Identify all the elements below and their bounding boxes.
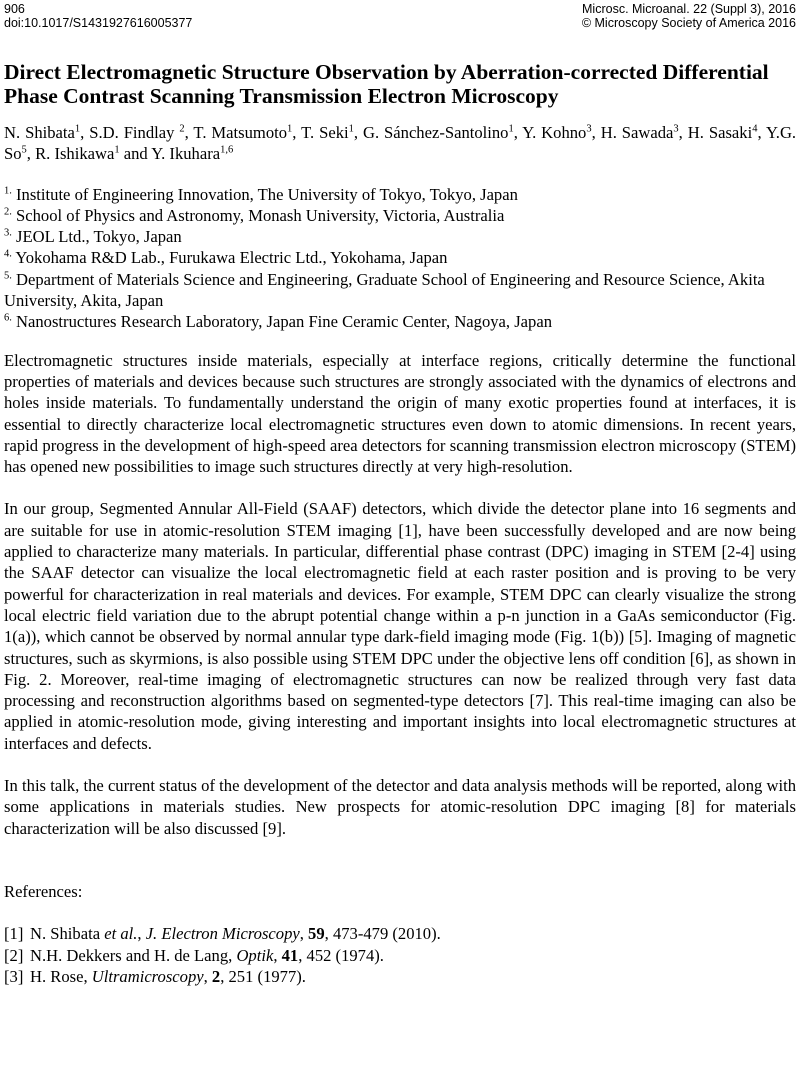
reference-item: [4, 923, 796, 944]
reference-separator: ,: [299, 924, 309, 944]
reference-volume: 2: [211, 966, 221, 986]
body-paragraph: Electromagnetic structures inside materials, especially at interface regions, critically determine the functional properties of materials and devices because such structures are strongly associated with the dynamics of electrons and holes inside materials. To fundamentally understand the origin of many exotic properties found at interfaces, it is essential to directly characterize local electromagnetic structures even down to atomic dimensions. In recent years, rapid progress in the development of high-speed area detectors for scanning transmission electron microscopy (STEM) has opened new possibilities to image such structures directly at very high-resolution.: [4, 350, 796, 477]
author-affil-mark: 1: [114, 144, 120, 156]
reference-separator: ,: [273, 945, 282, 965]
affiliation-mark: 4.: [4, 248, 12, 260]
reference-item: [4, 945, 796, 966]
reference-number: [1]: [4, 924, 24, 944]
reference-authors: H. Rose,: [30, 966, 92, 986]
reference-rest: , 251 (1977).: [220, 966, 306, 986]
affiliation-list: [4, 184, 796, 333]
reference-etal: et al.: [104, 924, 138, 944]
author-affil-mark: 1: [287, 123, 293, 135]
affiliation: [4, 247, 796, 268]
author: H. Sasaki: [687, 123, 753, 142]
affiliation-text: Nanostructures Research Laboratory, Japan Fine Ceramic Center, Nagoya, Japan: [16, 312, 553, 332]
reference-list: [4, 923, 796, 987]
affiliation-mark: 1.: [4, 185, 12, 197]
reference-volume: 59: [308, 924, 325, 944]
copyright: © Microscopy Society of America 2016: [581, 16, 796, 30]
reference-rest: , 452 (1974).: [298, 945, 384, 965]
reference-journal: J. Electron Microscopy: [145, 924, 300, 944]
journal-info: Microsc. Microanal. 22 (Suppl 3), 2016: [582, 2, 796, 16]
body-paragraph: In our group, Segmented Annular All-Field (SAAF) detectors, which divide the detector plane into 16 segments and are suitable for use in atomic-resolution STEM imaging [1], have been successfully developed and are now being applied to characterize many materials. In particular, differential phase contrast (DPC) imaging in STEM [2-4] using the SAAF detector can visualize the local electromagnetic field at each raster position and is proving to be very powerful for characterization in real materials and devices. For example, STEM DPC can clearly visualize the strong local electric field variation due to the abrupt potential change within a p-n junction in a GaAs semiconductor (Fig. 1(a)), which cannot be observed by normal annular type dark-field imaging mode (Fig. 1(b)) [5]. Imaging of magnetic structures, such as skyrmions, is also possible using STEM DPC under the objective lens off condition [6], as shown in Fig. 2. Moreover, real-time imaging of electromagnetic structures can now be realized through very fast data processing and reconstruction algorithms based on segmented-type detectors [7]. This real-time imaging can also be applied in atomic-resolution mode, giving interesting and important insights into local electromagnetic structures at interfaces and defects.: [4, 499, 796, 753]
paper-title: Direct Electromagnetic Structure Observation by Aberration-corrected Differential Phase Contrast Scanning Transmission Electron Microscopy: [4, 60, 769, 108]
author: Y. Ikuhara: [151, 144, 221, 164]
author-affil-mark: 3: [673, 123, 679, 135]
reference-number: [2]: [4, 945, 24, 965]
reference-journal: Ultramicroscopy: [91, 966, 204, 986]
author: N. Shibata: [4, 123, 75, 142]
author: T. Matsumoto: [193, 123, 288, 142]
author: Y.G. So: [4, 123, 797, 164]
authors-and: and: [123, 144, 148, 164]
author-affil-mark: 3: [586, 123, 592, 135]
header-left: [4, 2, 192, 30]
affiliation: [4, 205, 796, 226]
reference-journal: Optik: [236, 945, 274, 965]
reference-separator: ,: [137, 924, 146, 944]
reference-number: [3]: [4, 966, 24, 986]
affiliation-mark: 5.: [4, 270, 12, 282]
affiliation-mark: 6.: [4, 312, 12, 324]
references-heading: References:: [4, 881, 83, 901]
reference-item: [4, 966, 796, 987]
affiliation: [4, 184, 796, 205]
author: R. Ishikawa: [35, 144, 115, 164]
page-number: 906: [4, 2, 25, 16]
body-paragraph: In this talk, the current status of the development of the detector and data analysis methods will be reported, along with some applications in materials studies. New prospects for atomic-resolution DPC imaging [8] for materials characterization will be also discussed [9].: [4, 776, 796, 838]
affiliation-text: School of Physics and Astronomy, Monash University, Victoria, Australia: [16, 205, 505, 225]
author: Y. Kohno: [522, 123, 587, 142]
author-affil-mark: 1: [508, 123, 514, 135]
affiliation-text: Department of Materials Science and Engineering, Graduate School of Engineering and Resource Science, Akita University, Akita, Japan: [4, 269, 765, 311]
affiliation-mark: 3.: [4, 227, 12, 239]
author-affil-mark: 1,6: [220, 144, 234, 156]
affiliation-mark: 2.: [4, 206, 12, 218]
doi[interactable]: doi:10.1017/S1431927616005377: [4, 16, 193, 30]
author-affil-mark: 5: [21, 144, 27, 156]
reference-volume: 41: [281, 945, 299, 965]
author-affil-mark: 1: [348, 123, 354, 135]
affiliation: [4, 311, 796, 332]
reference-authors: N.H. Dekkers and H. de Lang,: [30, 945, 237, 965]
author: G. Sánchez-Santolino: [362, 123, 509, 142]
author: S.D. Findlay: [89, 123, 180, 142]
author: H. Sawada: [600, 123, 674, 142]
author-affil-mark: 2: [179, 123, 185, 135]
affiliation-text: Institute of Engineering Innovation, The University of Tokyo, Tokyo, Japan: [16, 184, 518, 204]
header-right: [582, 2, 796, 30]
affiliation-text: Yokohama R&D Lab., Furukawa Electric Ltd., Yokohama, Japan: [15, 248, 448, 268]
reference-separator: ,: [203, 966, 212, 986]
author-affil-mark: 4: [752, 123, 758, 135]
author-list: N. Shibata$^1$, S.D. Findlay $^2$, T. Matsumoto$^1$, T. Seki$^1$, G. Sánchez-Santolino$^1$, Y. Kohno$^3$, H. Sawada$^3$, H. Sasaki$^4$, Y.G. So$^5$, R. Ishikawa$^1$ and Y. Ikuhara$^{1,6}$: [4, 123, 797, 164]
reference-authors: N. Shibata: [30, 924, 105, 944]
article-body: [4, 60, 796, 987]
author-affil-mark: 1: [74, 123, 81, 135]
affiliation: [4, 226, 796, 247]
affiliation-text: JEOL Ltd., Tokyo, Japan: [16, 227, 182, 247]
reference-rest: , 473-479 (2010).: [324, 924, 441, 944]
affiliation: [4, 269, 796, 312]
author: T. Seki: [301, 123, 349, 142]
